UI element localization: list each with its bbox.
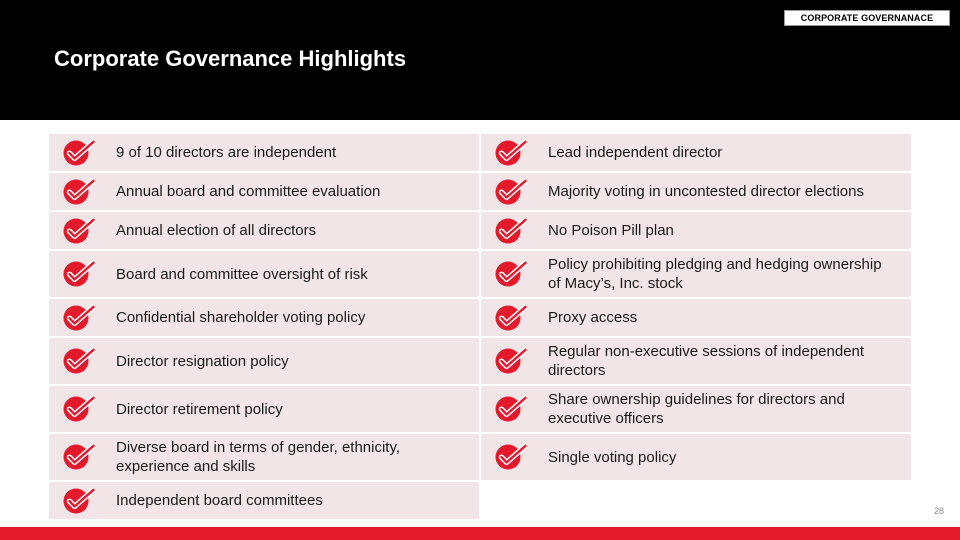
highlight-row [481,173,911,212]
highlight-text: Board and committee oversight of risk [116,265,368,283]
section-tag: CORPORATE GOVERNANACE [784,10,950,26]
checkmark-icon [63,488,95,514]
highlight-row [481,434,911,482]
highlight-text: Director resignation policy [116,352,289,370]
checkmark-icon [63,444,95,470]
highlight-row [481,212,911,251]
checkmark-icon [495,348,527,374]
highlight-text: Single voting policy [548,448,677,466]
highlight-text: Annual election of all directors [116,222,317,239]
highlight-row [481,299,911,338]
highlight-text: 9 of 10 directors are independent [116,144,337,161]
checkmark-icon [495,261,527,287]
highlight-text: Share ownership guidelines for directors and executive officers [548,391,845,427]
checkmark-icon [495,218,527,244]
highlight-row [481,338,911,386]
highlight-row [49,338,479,386]
checkmark-icon [63,261,95,287]
header-banner [0,0,960,120]
checkmark-icon [495,396,527,422]
highlight-row [49,173,479,212]
highlight-text: Policy prohibiting pledging and hedging ownership of Macy’s, Inc. stock [548,256,882,292]
page-title: Corporate Governance Highlights [54,46,407,71]
footer-bar [0,527,960,540]
checkmark-icon [63,396,95,422]
checkmark-icon [63,140,95,166]
highlight-text: Independent board committees [116,492,323,509]
highlight-text: Diverse board in terms of gender, ethnicity, experience and skills [116,439,401,475]
checkmark-icon [63,179,95,205]
highlight-row [481,386,911,434]
left-highlights-column [49,134,479,521]
highlight-row [481,134,911,173]
checkmark-icon [63,305,95,331]
highlight-row [49,434,479,482]
highlight-row [49,386,479,434]
highlight-row [49,251,479,299]
highlight-row [49,482,479,521]
highlight-text: Confidential shareholder voting policy [116,309,366,326]
checkmark-icon [63,348,95,374]
highlight-text: Majority voting in uncontested director elections [548,183,864,200]
highlight-text: Director retirement policy [116,400,283,418]
checkmark-icon [495,444,527,470]
checkmark-icon [495,140,527,166]
highlight-row [49,299,479,338]
highlight-text: Regular non-executive sessions of independent directors [548,343,865,379]
page-number: 28 [933,506,944,516]
highlight-row [49,212,479,251]
highlight-text: Proxy access [548,309,638,326]
checkmark-icon [63,218,95,244]
checkmark-icon [495,305,527,331]
highlight-row [481,251,911,299]
right-highlights-column [481,134,911,482]
highlight-text: Annual board and committee evaluation [116,183,381,200]
highlight-text: Lead independent director [548,144,723,161]
highlight-row [49,134,479,173]
checkmark-icon [495,179,527,205]
highlight-text: No Poison Pill plan [548,222,674,239]
